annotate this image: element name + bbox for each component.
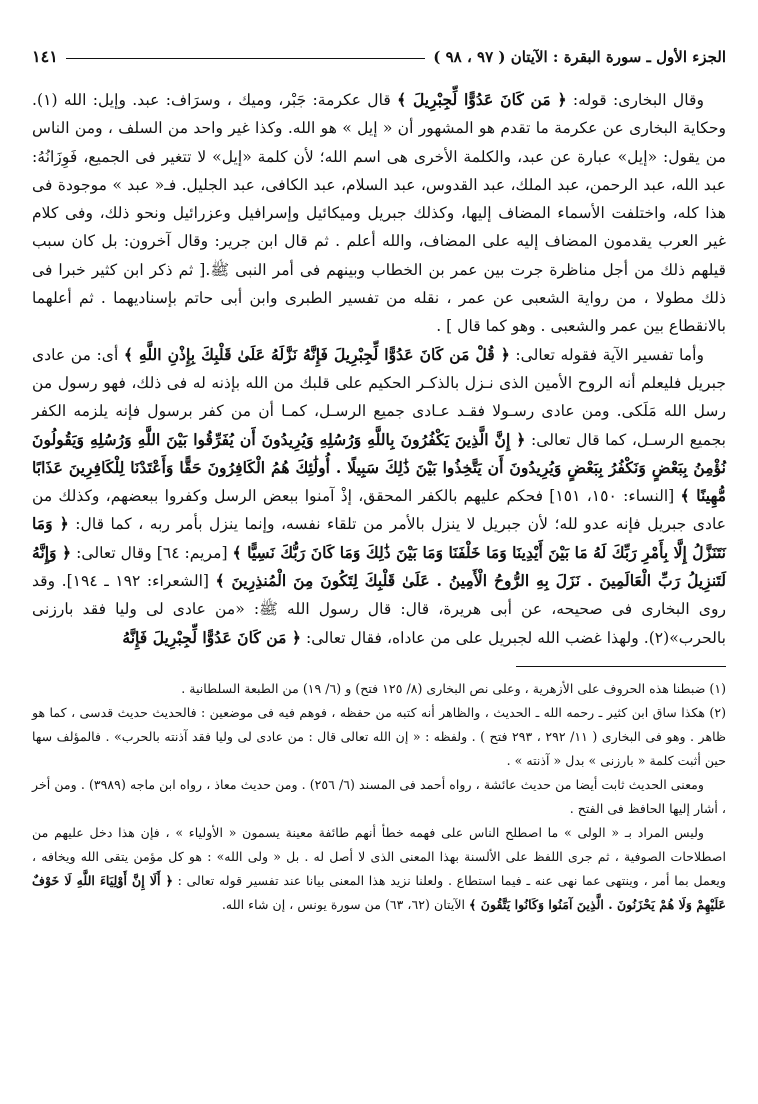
paragraph-2 bbox=[32, 341, 726, 652]
text: وليس المراد بـ « الولى » ما اصطلح الناس على فهمه خطأ أنهم طائفة معينة يسمون « الأولياء » ، فإن هذا دخل عليهم من اصطلاحات الصوفية ، ثم جرى اللفظ على الألسنة بهذا المعنى الذى لا أصل له . بل « ولى الله» : هو كل مؤمن يتقى الله ويخافه ، ويعمل بما أمر ، وينتهى عما نهى عنه ـ فيما استطاع . ولعلنا نزيد هذا المعنى بيانا عند تفسير قوله تعالى : bbox=[32, 824, 726, 888]
text: الآيتان (٦٢، ٦٣) من سورة يونس ، إن شاء الله. bbox=[221, 896, 470, 912]
quran-quote: ﴿ قُلْ مَن كَانَ عَدُوًّا لِّجِبْرِيلَ فَإِنَّهُ نَزَّلَهُ عَلَىٰ قَلْبِكَ بِإِذْنِ اللَّهِ ﴾ bbox=[123, 344, 510, 364]
paragraph-1 bbox=[32, 86, 726, 341]
footnote-2-cont bbox=[32, 821, 726, 917]
footnote-1: (١) ضبطنا هذه الحروف على الأزهرية ، وعلى نص البخارى (٨/ ١٢٥ فتح) و (٦/ ١٩) من الطبعة السلطانية . bbox=[181, 680, 726, 696]
text: قال عكرمة: جَبْر، وميك ، وسرَاف: عبد. وإيل: الله bbox=[57, 91, 398, 109]
footnotes bbox=[32, 677, 726, 917]
header-title: الجزء الأول ـ سورة البقرة : الآيتان ( ٩٧ ، ٩٨ ) bbox=[433, 48, 726, 66]
text: وقال البخارى: قوله: bbox=[566, 91, 704, 109]
quran-quote: ﴿ مَن كَانَ عَدُوًّا لِّجِبْرِيلَ فَإِنَّهُ bbox=[122, 627, 302, 647]
quran-quote: ﴿ وَمَا نَتَنَزَّلُ إِلَّا بِأَمْرِ رَبِّكَ لَهُ مَا بَيْنَ أَيْدِينَا وَمَا خَلْفَنَا وَمَا بَيْنَ ذَٰلِكَ وَمَا كَانَ رَبُّكَ نَسِيًّا ﴾ bbox=[32, 514, 726, 562]
text: : عبد الله، عبد الرحمن، عبد الملك، عبد القدوس، عبد السلام، عبد الكافى، عبد الجليل. فـ« عبد » موجودة فى هذا كله، واختلفت الأسماء المضاف إليها، وكذلك جبريل وميكائيل وإسرافيل وعزرائيل ونحو ذلك، وفى كلام غير العرب يقدمون المضاف إليه على المضاف، والله أعلم . ثم قال ابن جرير: وقال آخرون: بل كان سبب قيلهم ذلك من أجل مناظرة جرت بين عمر بن الخطاب وبينهم فى أمر النبى ﷺ.[ ثم ذكر ابن كثير خبرا فى ذلك مطولا ، من رواية الشعبى عن عمر ، نقله من تفسير الطبرى وابن أبى حاتم بإسناديهما . ثم أعلهما بالانقطاع بين عمر والشعبى . وهو كما قال ] . bbox=[32, 147, 726, 336]
quran-quote: ﴿ أَلَا إِنَّ أَوْلِيَاءَ اللَّهِ لَا خَوْفٌ عَلَيْهِمْ وَلَا هُمْ يَحْزَنُونَ . الَّذِينَ آمَنُوا وَكَانُوا يَتَّقُونَ ﴾ bbox=[32, 872, 726, 912]
text: [الشعراء: ١٩٢ ـ ١٩٤]. وقد روى البخارى فى صحيحه، عن أبى هريرة، قال: قال رسول الله ﷺ: «من عادى لى وليا فقد بارزنى بالحرب» bbox=[32, 572, 726, 647]
footnote-2-cont: ومعنى الحديث ثابت أيضا من حديث عائشة ، رواه أحمد فى المسند (٦/ ٢٥٦) . ومن حديث معاذ ، رواه ابن ماجه (٣٩٨٩) . ومن أخر ، أشار إليها الحافظ فى الفتح . bbox=[32, 776, 726, 816]
footnote-ref-2: (٢) bbox=[648, 628, 670, 647]
footnote-ref-1: (١) bbox=[36, 91, 58, 109]
text: . وحكاية البخارى عن عكرمة ما تقدم هو المشهور أن « إيل » هو الله. وكذا غير واحد من السلف ، ومن الناس من يقول: «إيل» عبارة عن عبد، والكلمة الأخرى هى اسم الله؛ لأن كلمة «إيل» لا تتغير فى الجميع، bbox=[32, 91, 726, 166]
running-header bbox=[32, 40, 726, 66]
text: [مريم: ٦٤] وقال تعالى: bbox=[71, 543, 233, 562]
main-text bbox=[32, 86, 726, 652]
footnote-2: (٢) هكذا ساق ابن كثير ـ رحمه الله ـ الحديث ، والظاهر أنه كتبه من حفظه ، فوهم فيه فى موضعين : فالحديث حديث قدسى ، كما هو ظاهر . وهو فى البخارى ( ١١/ ٢٩٢ ، ٢٩٣ فتح ) . ولفظه : « إن الله تعالى قال : من عادى لى وليا فقد آذنته بالحرب» . فالمؤلف سها حين أثبت كلمة « بارزنى » بدل « آذنته » . bbox=[32, 704, 726, 768]
page-number: ١٤١ bbox=[32, 47, 58, 66]
text: وأما تفسير الآية فقوله تعالى: bbox=[509, 345, 704, 364]
text: فَوِزَانُهُ bbox=[37, 147, 78, 166]
text: أى: من عادى جبريل فليعلم أنه الروح الأمين الذى نـزل بالذكـر الحكيم على قلبك من الله بإذنه له فى ذلك، فهو رسول من رسل الله مَلَكى. ومن عادى رسـولا فقـد عـادى جميع الرسـل، كمـا أن من كفر برسول فإنه يلزمه الكفر بجميع الرسـل، كما قال تعالى: bbox=[32, 345, 726, 449]
header-rule bbox=[66, 58, 426, 59]
text: . ولهذا غضب الله لجبريل على من عاداه، فقال تعالى: bbox=[301, 628, 649, 647]
text: [النساء: ١٥٠، ١٥١] فحكم عليهم بالكفر المحقق، إذْ آمنوا ببعض الرسل وكفروا ببعضهم، وكذلك من عادى جبريل فإنه عدو لله؛ لأن جبريل لا ينزل بالأمر من تلقاء نفسه، وإنما ينزل بأمر ربه ، كما قال: bbox=[32, 487, 726, 534]
quran-quote: ﴿ مَن كَانَ عَدُوًّا لِّجِبْرِيلَ ﴾ bbox=[397, 90, 567, 109]
quran-quote: ﴿ وَإِنَّهُ لَتَنزِيلُ رَبِّ الْعَالَمِينَ . نَزَلَ بِهِ الرُّوحُ الْأَمِينُ . عَلَىٰ قَلْبِكَ لِتَكُونَ مِنَ الْمُنذِرِينَ ﴾ bbox=[32, 542, 727, 591]
book-page bbox=[32, 40, 726, 917]
quran-quote: ﴿ إِنَّ الَّذِينَ يَكْفُرُونَ بِاللَّهِ وَرُسُلِهِ وَيُرِيدُونَ أَن يُفَرِّقُوا بَيْنَ اللَّهِ وَرُسُلِهِ وَيَقُولُونَ نُؤْمِنُ بِبَعْضٍ وَنَكْفُرُ بِبَعْضٍ وَيُرِيدُونَ أَن يَتَّخِذُوا بَيْنَ ذَٰلِكَ سَبِيلًا . أُولَٰئِكَ هُمُ الْكَافِرُونَ حَقًّا وَأَعْتَدْنَا لِلْكَافِرِينَ عَذَابًا مُّهِينًا ﴾ bbox=[32, 429, 726, 506]
footnote-divider bbox=[516, 666, 726, 667]
